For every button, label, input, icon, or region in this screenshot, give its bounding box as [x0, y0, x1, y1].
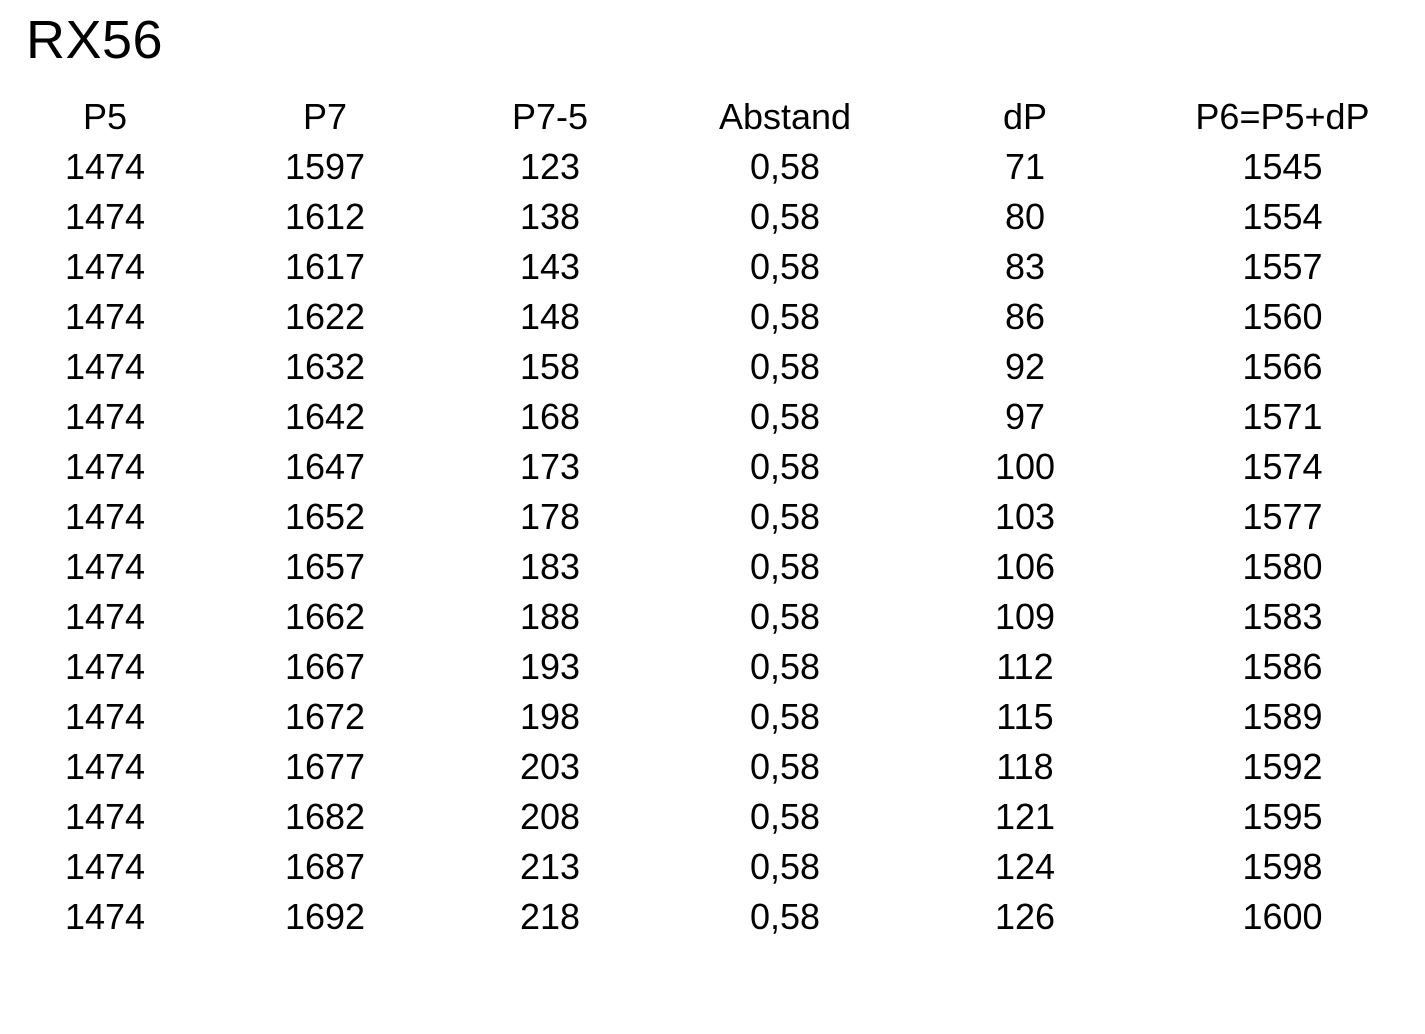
- table-row: [0, 892, 1425, 942]
- cell-p5: 1474: [64, 696, 146, 737]
- table-row: [0, 442, 1425, 492]
- table-header-row: [0, 92, 1425, 142]
- cell-p7: 1652: [284, 496, 366, 537]
- cell-dp: 126: [994, 896, 1056, 937]
- cell-p7: 1632: [284, 346, 366, 387]
- cell-p7: 1667: [284, 646, 366, 687]
- cell-p7-5: 183: [519, 546, 581, 587]
- table-row: [0, 192, 1425, 242]
- cell-p6: 1598: [1242, 846, 1323, 887]
- cell-dp: 80: [1004, 196, 1046, 237]
- cell-p5: 1474: [64, 646, 146, 687]
- cell-p7-5: 148: [519, 296, 581, 337]
- cell-p6: 1560: [1242, 296, 1323, 337]
- column-header-dp: dP: [1002, 96, 1048, 137]
- cell-p7: 1647: [284, 446, 366, 487]
- cell-dp: 103: [994, 496, 1056, 537]
- cell-p6: 1580: [1242, 546, 1323, 587]
- page-title: RX56: [26, 10, 164, 70]
- cell-dp: 97: [1004, 396, 1046, 437]
- column-header-p5: P5: [82, 96, 128, 137]
- column-header-abstand: Abstand: [718, 96, 852, 137]
- cell-p5: 1474: [64, 896, 146, 937]
- cell-abstand: 0,58: [749, 196, 821, 237]
- cell-p7: 1687: [284, 846, 366, 887]
- cell-p5: 1474: [64, 546, 146, 587]
- cell-p7-5: 168: [519, 396, 581, 437]
- cell-p6: 1592: [1242, 746, 1323, 787]
- cell-abstand: 0,58: [749, 396, 821, 437]
- column-header-p6: P6=P5+dP: [1195, 96, 1370, 137]
- table-row: [0, 342, 1425, 392]
- cell-p6: 1577: [1242, 496, 1323, 537]
- cell-abstand: 0,58: [749, 796, 821, 837]
- table-row: [0, 742, 1425, 792]
- cell-dp: 100: [994, 446, 1056, 487]
- cell-p7-5: 138: [519, 196, 581, 237]
- cell-dp: 118: [996, 746, 1054, 787]
- cell-dp: 115: [996, 696, 1054, 737]
- cell-dp: 92: [1004, 346, 1046, 387]
- table-row: [0, 842, 1425, 892]
- cell-abstand: 0,58: [749, 646, 821, 687]
- table-header: [0, 92, 1425, 142]
- cell-p7: 1692: [284, 896, 366, 937]
- cell-abstand: 0,58: [749, 596, 821, 637]
- cell-p6: 1583: [1242, 596, 1323, 637]
- cell-p7: 1662: [284, 596, 366, 637]
- cell-p7-5: 178: [519, 496, 581, 537]
- cell-p5: 1474: [64, 296, 146, 337]
- cell-p7-5: 193: [519, 646, 581, 687]
- cell-abstand: 0,58: [749, 496, 821, 537]
- cell-abstand: 0,58: [749, 146, 821, 187]
- cell-p7: 1617: [284, 246, 366, 287]
- cell-dp: 71: [1004, 146, 1046, 187]
- cell-p5: 1474: [64, 796, 146, 837]
- cell-abstand: 0,58: [749, 846, 821, 887]
- cell-p6: 1574: [1242, 446, 1323, 487]
- cell-abstand: 0,58: [749, 296, 821, 337]
- cell-p7: 1597: [284, 146, 366, 187]
- cell-abstand: 0,58: [749, 746, 821, 787]
- cell-p7-5: 198: [519, 696, 581, 737]
- cell-dp: 109: [994, 596, 1056, 637]
- cell-p7-5: 173: [519, 446, 581, 487]
- table-row: [0, 242, 1425, 292]
- cell-p6: 1554: [1242, 196, 1323, 237]
- cell-dp: 86: [1004, 296, 1046, 337]
- cell-dp: 106: [994, 546, 1056, 587]
- cell-p6: 1571: [1242, 396, 1323, 437]
- column-header-p7: P7: [302, 96, 348, 137]
- cell-p7: 1672: [284, 696, 366, 737]
- cell-abstand: 0,58: [749, 246, 821, 287]
- table-row: [0, 792, 1425, 842]
- cell-abstand: 0,58: [749, 696, 821, 737]
- cell-p7-5: 158: [519, 346, 581, 387]
- cell-p7-5: 218: [519, 896, 581, 937]
- cell-p6: 1595: [1242, 796, 1323, 837]
- cell-p5: 1474: [64, 246, 146, 287]
- cell-p7: 1622: [284, 296, 366, 337]
- cell-p5: 1474: [64, 346, 146, 387]
- cell-p6: 1545: [1242, 146, 1323, 187]
- cell-p6: 1557: [1242, 246, 1323, 287]
- cell-dp: 83: [1004, 246, 1046, 287]
- cell-p7: 1677: [284, 746, 366, 787]
- cell-p6: 1566: [1242, 346, 1323, 387]
- table-row: [0, 142, 1425, 192]
- table-row: [0, 392, 1425, 442]
- cell-p7: 1642: [284, 396, 366, 437]
- cell-p7: 1657: [284, 546, 366, 587]
- cell-p5: 1474: [64, 846, 146, 887]
- cell-p5: 1474: [64, 396, 146, 437]
- table-row: [0, 542, 1425, 592]
- cell-p5: 1474: [64, 596, 146, 637]
- cell-abstand: 0,58: [749, 446, 821, 487]
- cell-dp: 124: [994, 846, 1056, 887]
- cell-abstand: 0,58: [749, 896, 821, 937]
- cell-p7-5: 213: [519, 846, 581, 887]
- table-row: [0, 492, 1425, 542]
- cell-p6: 1600: [1242, 896, 1323, 937]
- cell-dp: 112: [996, 646, 1054, 687]
- cell-p5: 1474: [64, 196, 146, 237]
- cell-p7: 1682: [284, 796, 366, 837]
- cell-p5: 1474: [64, 746, 146, 787]
- cell-p7-5: 123: [519, 146, 581, 187]
- table-row: [0, 692, 1425, 742]
- cell-p7-5: 143: [519, 246, 581, 287]
- cell-p6: 1589: [1242, 696, 1323, 737]
- table-row: [0, 292, 1425, 342]
- measurement-table: [0, 92, 1425, 942]
- table-row: [0, 642, 1425, 692]
- cell-p5: 1474: [64, 496, 146, 537]
- cell-abstand: 0,58: [749, 546, 821, 587]
- column-header-p7-5: P7-5: [511, 96, 589, 137]
- cell-p7-5: 203: [519, 746, 581, 787]
- cell-p7-5: 188: [519, 596, 581, 637]
- cell-dp: 121: [994, 796, 1056, 837]
- cell-p6: 1586: [1242, 646, 1323, 687]
- cell-abstand: 0,58: [749, 346, 821, 387]
- cell-p5: 1474: [64, 446, 146, 487]
- cell-p7-5: 208: [519, 796, 581, 837]
- table-body: [0, 142, 1425, 942]
- cell-p7: 1612: [284, 196, 366, 237]
- cell-p5: 1474: [64, 146, 146, 187]
- table-row: [0, 592, 1425, 642]
